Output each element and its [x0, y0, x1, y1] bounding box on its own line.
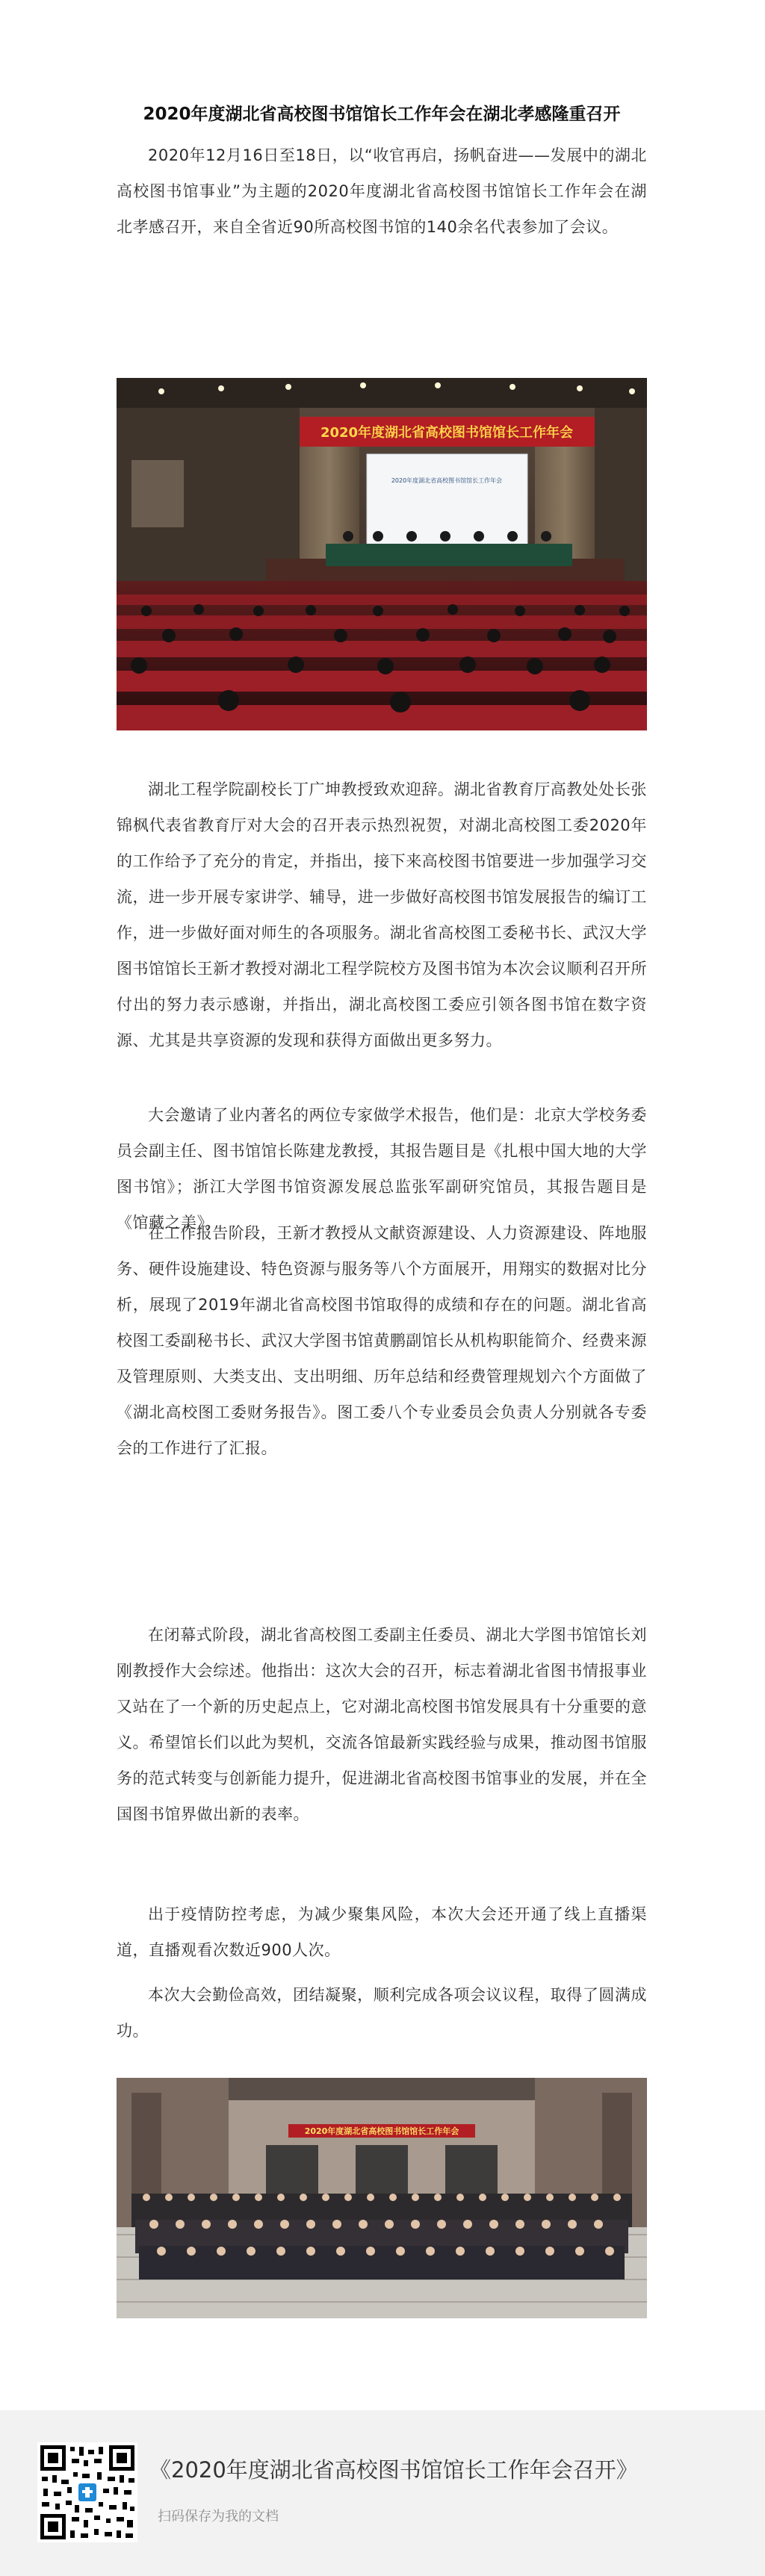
paragraph-summary: 本次大会勤俭高效，团结凝聚，顺利完成各项会议议程，取得了圆满成功。 [117, 1986, 647, 2040]
footer-save-hint: 扫码保存为我的文档 [158, 2509, 279, 2524]
article-title: 2020年度湖北省高校图书馆馆长工作年会在湖北孝感隆重召开 [143, 105, 621, 124]
hall-screen-text: 2020年度湖北省高校图书馆馆长工作年会 [391, 477, 503, 484]
footer-document-title[interactable]: 《2020年度湖北省高校图书馆馆长工作年会召开》 [149, 2457, 638, 2483]
paragraph-report: 在工作报告阶段，王新才教授从文献资源建设、人力资源建设、阵地服务、硬件设施建设、特色资源与服务等八个方面展开，用翔实的数据对比分析，展现了2019年湖北省高校图书馆取得的成绩和存在的问题。湖北省高校图工委副秘书长、武汉大学图书馆黄鹏副馆长从机构职能简介、经费来源及管理原则、大类支出、支出明细、历年总结和经费管理规划六个方面做了《湖北高校图工委财务报告》。图工委八个专业委员会负责人分别就各专委会的工作进行了汇报。 [117, 1224, 647, 1457]
qr-code-icon[interactable] [37, 2442, 137, 2542]
paragraph-closing: 在闭幕式阶段，湖北省高校图工委副主任委员、湖北大学图书馆馆长刘刚教授作大会综述。他指出：这次大会的召开，标志着湖北省图书情报事业又站在了一个新的历史起点上，它对湖北高校图书馆发展具有十分重要的意义。希望馆长们以此为契机，交流各馆最新实践经验与成果，推动图书馆服务的范式转变与创新能力提升，促进湖北省高校图书馆事业的发展，并在全国图书馆界做出新的表率。 [117, 1626, 647, 1823]
paragraph-livestream: 出于疫情防控考虑，为减少聚集风险，本次大会还开通了线上直播渠道，直播观看次数近900人次。 [117, 1905, 647, 1959]
group-banner-text: 2020年度湖北省高校图书馆馆长工作年会 [304, 2126, 459, 2136]
paragraph-opening: 湖北工程学院副校长丁广坤教授致欢迎辞。湖北省教育厅高教处处长张锦枫代表省教育厅对大会的召开表示热烈祝贺，对湖北高校图工委2020年的工作给予了充分的肯定，并指出，接下来高校图书馆要进一步加强学习交流，进一步开展专家讲学、辅导，进一步做好高校图书馆发展报告的编订工作，进一步做好面对师生的各项服务。湖北省高校图工委秘书长、武汉大学图书馆馆长王新才教授对湖北工程学院校方及图书馆为本次会议顺利召开所付出的努力表示感谢，并指出，湖北高校图工委应引领各图书馆在数字资源、尤其是共享资源的发现和获得方面做出更多努力。 [117, 780, 647, 1049]
paragraph-experts: 大会邀请了业内著名的两位专家做学术报告，他们是：北京大学校务委员会副主任、图书馆馆长陈建龙教授，其报告题目是《扎根中国大地的大学图书馆》；浙江大学图书馆资源发展总监张军副研究馆员，其报告题目是《馆藏之美》。 [117, 1106, 647, 1232]
hall-banner-text: 2020年度湖北省高校图书馆馆长工作年会 [320, 425, 574, 441]
paragraph-intro: 2020年12月16日至18日，以“收官再启，扬帆奋进——发展中的湖北高校图书馆事业”为主题的2020年度湖北省高校图书馆馆长工作年会在湖北孝感召开，来自全省近90所高校图书馆的140余名代表参加了会议。 [117, 146, 647, 236]
conference-hall-photo [117, 378, 647, 730]
group-photo [117, 2078, 647, 2318]
save-document-footer [0, 2410, 765, 2576]
